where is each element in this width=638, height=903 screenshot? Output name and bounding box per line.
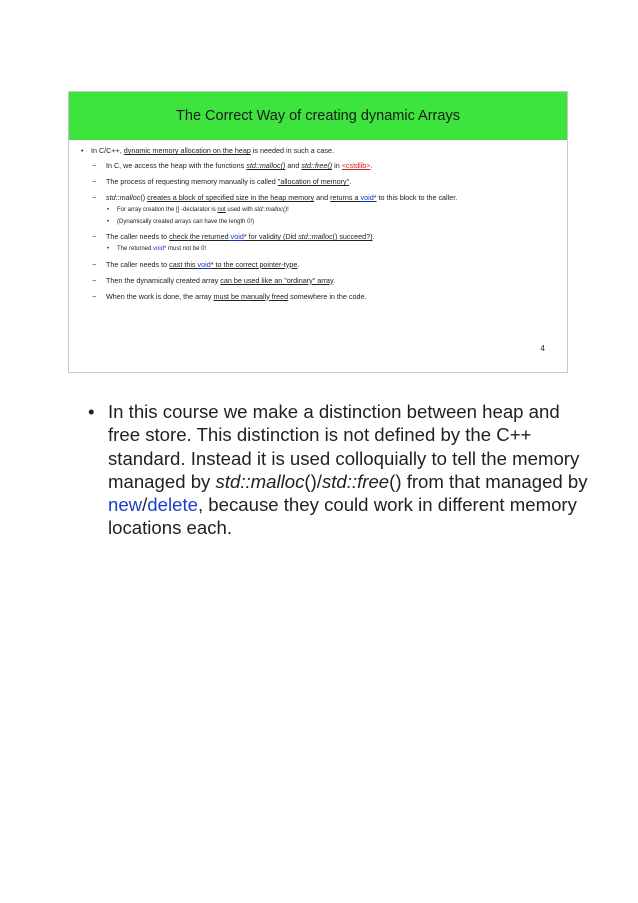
slide-page-number: 4 <box>540 344 545 353</box>
notes-bullet: • <box>88 401 95 422</box>
slide-bullet-11: − When the work is done, the array must be manually freed somewhere in the code. <box>92 291 367 301</box>
slide-bullet-5: • For array creation the [] -declarator is not used with std::malloc()! <box>107 207 289 213</box>
slide-bullet-2: − In C, we access the heap with the functions std::malloc() and std::free() in <cstdlib>. <box>92 161 373 170</box>
slide-bullet-6: • (Dynamically created arrays can have the length 0!) <box>107 218 255 225</box>
slide-bullet-8: • The returned void* must not be 0! <box>107 246 207 252</box>
slide-header <box>69 92 567 140</box>
slide-bullet-3: − The process of requesting memory manually is called "allocation of memory". <box>92 177 352 186</box>
speaker-notes <box>88 400 588 540</box>
notes-text: In this course we make a distinction between heap and free store. This distinction is not defined by the C++ standard. Instead it is used colloquially to tell the memory managed by std::malloc()/std::free() from that managed by new/delete, because they could work in different memory locations each. <box>108 401 588 539</box>
slide-thumbnail <box>68 91 568 373</box>
slide-body <box>69 140 567 301</box>
slide-bullet-9: − The caller needs to cast this void* to the correct pointer-type. <box>92 259 300 269</box>
slide-bullet-7: − The caller needs to check the returned void* for validity (Did std::malloc() succeed?). <box>92 232 375 241</box>
slide-title: The Correct Way of creating dynamic Arrays <box>176 108 460 124</box>
slide-bullet-1: • In C/C++, dynamic memory allocation on the heap is needed in such a case. <box>81 146 334 155</box>
slide-bullet-10: − Then the dynamically created array can be used like an "ordinary" array. <box>92 275 336 285</box>
slide-bullet-4: − std::malloc() creates a block of specified size in the heap memory and returns a void* to this block to the caller. <box>92 193 458 202</box>
